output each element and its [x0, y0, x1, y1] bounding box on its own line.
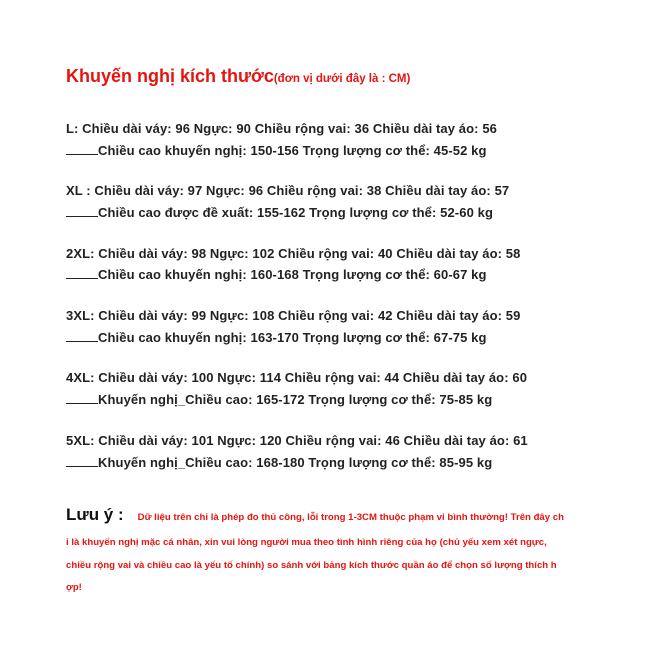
- size-2XL-recommendation: [66, 266, 487, 282]
- note-label: Lưu ý :: [66, 505, 124, 524]
- size-L-measurements: L: Chiều dài váy: 96 Ngực: 90 Chiều rộng vai: 36 Chiều dài tay áo: 56: [66, 121, 497, 136]
- size-2XL-recommendation-text: Chiều cao khuyến nghị: 160-168 Trọng lượng cơ thể: 60-67 kg: [98, 267, 487, 282]
- size-XL-recommendation: [66, 204, 493, 220]
- size-5XL-recommendation: [66, 454, 492, 470]
- underline-blank: [66, 454, 98, 467]
- size-3XL-measurements: 3XL: Chiều dài váy: 99 Ngực: 108 Chiều rộng vai: 42 Chiều dài tay áo: 59: [66, 308, 521, 323]
- size-5XL-measurements: 5XL: Chiều dài váy: 101 Ngực: 120 Chiều rộng vai: 46 Chiều dài tay áo: 61: [66, 433, 528, 448]
- size-3XL-recommendation: [66, 329, 487, 345]
- size-5XL-recommendation-text: Khuyến nghị_Chiều cao: 168-180 Trọng lượng cơ thể: 85-95 kg: [98, 455, 493, 470]
- size-XL-measurements: XL : Chiều dài váy: 97 Ngực: 96 Chiều rộng vai: 38 Chiều dài tay áo: 57: [66, 183, 510, 198]
- page-title: [66, 66, 410, 87]
- size-L-recommendation-text: Chiều cao khuyến nghị: 150-156 Trọng lượng cơ thể: 45-52 kg: [98, 143, 487, 158]
- size-4XL-recommendation: [66, 391, 492, 407]
- underline-blank: [66, 266, 98, 279]
- size-3XL-recommendation-text: Chiều cao khuyến nghị: 163-170 Trọng lượng cơ thể: 67-75 kg: [98, 330, 487, 345]
- title-main: Khuyến nghị kích thước: [66, 66, 274, 86]
- note-header: [66, 505, 564, 525]
- size-4XL-recommendation-text: Khuyến nghị_Chiều cao: 165-172 Trọng lượng cơ thể: 75-85 kg: [98, 392, 493, 407]
- note-line-4: ợp!: [66, 582, 82, 593]
- title-unit: (đơn vị dưới đây là : CM): [273, 73, 411, 85]
- underline-blank: [66, 329, 98, 342]
- underline-blank: [66, 391, 98, 404]
- underline-blank: [66, 204, 98, 217]
- size-XL-recommendation-text: Chiều cao được đề xuất: 155-162 Trọng lượng cơ thể: 52-60 kg: [98, 205, 493, 220]
- note-line-3: chiều rộng vai và chiều cao là yếu tố chính) so sánh với bảng kích thước quần áo để chọn số lượng thích h: [66, 560, 557, 571]
- size-2XL-measurements: 2XL: Chiều dài váy: 98 Ngực: 102 Chiều rộng vai: 40 Chiều dài tay áo: 58: [66, 246, 521, 261]
- note-line-1: Dữ liệu trên chỉ là phép đo thủ công, lỗi trong 1-3CM thuộc phạm vi bình thường! Trên đây ch: [137, 512, 564, 523]
- note-line-2: ỉ là khuyến nghị mặc cá nhân, xin vui lòng người mua theo tình hình riêng của họ (chủ yếu xem xét ngực,: [66, 537, 547, 548]
- size-4XL-measurements: 4XL: Chiều dài váy: 100 Ngực: 114 Chiều rộng vai: 44 Chiều dài tay áo: 60: [66, 370, 528, 385]
- underline-blank: [66, 142, 98, 155]
- size-L-recommendation: [66, 142, 487, 158]
